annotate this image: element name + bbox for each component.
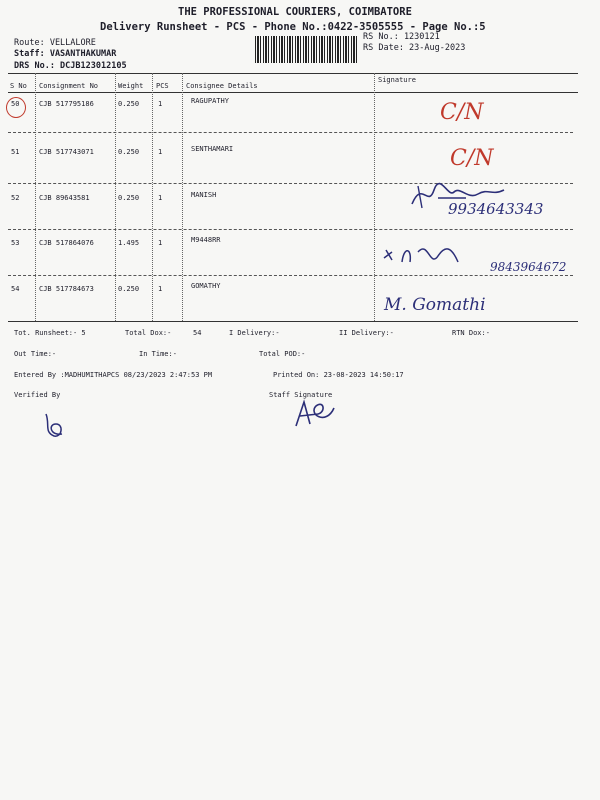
verified-by: Verified By <box>14 391 61 399</box>
col-header-pcs: PCS <box>156 82 169 90</box>
row-consignment: CJB 517795186 <box>39 100 94 108</box>
row-separator <box>8 132 573 133</box>
row-signature: C/N <box>450 146 494 171</box>
row-sno: 54 <box>11 285 20 293</box>
row-separator <box>8 275 573 276</box>
in-time: In Time:- <box>139 350 177 358</box>
table-top-rule <box>8 73 578 74</box>
row-signature: M. Gomathi <box>384 295 486 315</box>
col-header-weight: Weight <box>118 82 144 90</box>
col-header-consignee: Consignee Details <box>186 82 258 90</box>
i-delivery: I Delivery:- <box>229 329 280 337</box>
rs-date: RS Date: 23-Aug-2023 <box>363 43 466 53</box>
entered-by: Entered By :MADHUMITHAPCS 08/23/2023 2:47:53 PM <box>14 371 213 379</box>
row-consignee: RAGUPATHY <box>191 97 229 105</box>
row-weight: 0.250 <box>118 285 140 293</box>
printed-on: Printed On: 23-08-2023 14:50:17 <box>273 371 404 379</box>
total-dox: Total Dox:- <box>125 329 172 337</box>
total-dox-value: 54 <box>193 329 202 337</box>
col-divider <box>115 73 116 321</box>
row-consignment: CJB 89643581 <box>39 194 90 202</box>
row-pcs: 1 <box>158 100 163 108</box>
row-signature: 9934643343 <box>448 200 544 218</box>
rs-number: RS No.: 1230121 <box>363 32 440 42</box>
col-divider <box>35 73 36 321</box>
row-consignee: GOMATHY <box>191 282 221 290</box>
col-header-sno: S No <box>10 82 27 90</box>
tot-runsheet: Tot. Runsheet:- 5 <box>14 329 86 337</box>
row-sno: 51 <box>11 148 20 156</box>
row-weight: 0.250 <box>118 194 140 202</box>
col-header-consignment: Consignment No <box>39 82 99 90</box>
row-consignee: M9448RR <box>191 236 221 244</box>
row-weight: 0.250 <box>118 148 140 156</box>
staff-signature-label: Staff Signature <box>269 391 333 399</box>
staff-label: Staff: VASANTHAKUMAR <box>14 49 117 59</box>
table-bottom-rule <box>8 321 578 322</box>
signature-scribble <box>378 238 468 272</box>
total-pod: Total POD:- <box>259 350 306 358</box>
row-consignee: SENTHAMARI <box>191 145 234 153</box>
col-divider <box>374 73 375 321</box>
row-consignment: CJB 517743071 <box>39 148 94 156</box>
row-signature: 9843964672 <box>490 260 567 274</box>
table-header-rule <box>8 92 578 93</box>
row-consignment: CJB 517864076 <box>39 239 94 247</box>
out-time: Out Time:- <box>14 350 57 358</box>
barcode <box>255 36 357 63</box>
runsheet-subtitle: Delivery Runsheet - PCS - Phone No.:0422-3505555 - Page No.:5 <box>100 21 486 33</box>
row-pcs: 1 <box>158 148 163 156</box>
rtn-dox: RTN Dox:- <box>452 329 490 337</box>
drs-number: DRS No.: DCJB123012105 <box>14 61 127 71</box>
col-divider <box>152 73 153 321</box>
row-sno: 52 <box>11 194 20 202</box>
row-pcs: 1 <box>158 285 163 293</box>
row-consignment: CJB 517784673 <box>39 285 94 293</box>
row-weight: 1.495 <box>118 239 140 247</box>
company-name: THE PROFESSIONAL COURIERS, COIMBATORE <box>178 6 412 18</box>
col-divider <box>182 73 183 321</box>
row-sno: 53 <box>11 239 20 247</box>
row-weight: 0.250 <box>118 100 140 108</box>
ii-delivery: II Delivery:- <box>339 329 394 337</box>
route-label: Route: VELLALORE <box>14 38 96 48</box>
staff-signature-scribble <box>290 396 340 432</box>
row-sno: 50 <box>11 100 20 108</box>
row-separator <box>8 229 573 230</box>
row-signature: C/N <box>440 100 484 125</box>
col-header-signature: Signature <box>378 76 416 84</box>
row-pcs: 1 <box>158 194 163 202</box>
row-pcs: 1 <box>158 239 163 247</box>
row-consignee: MANISH <box>191 191 217 199</box>
verifier-signature <box>40 410 70 440</box>
